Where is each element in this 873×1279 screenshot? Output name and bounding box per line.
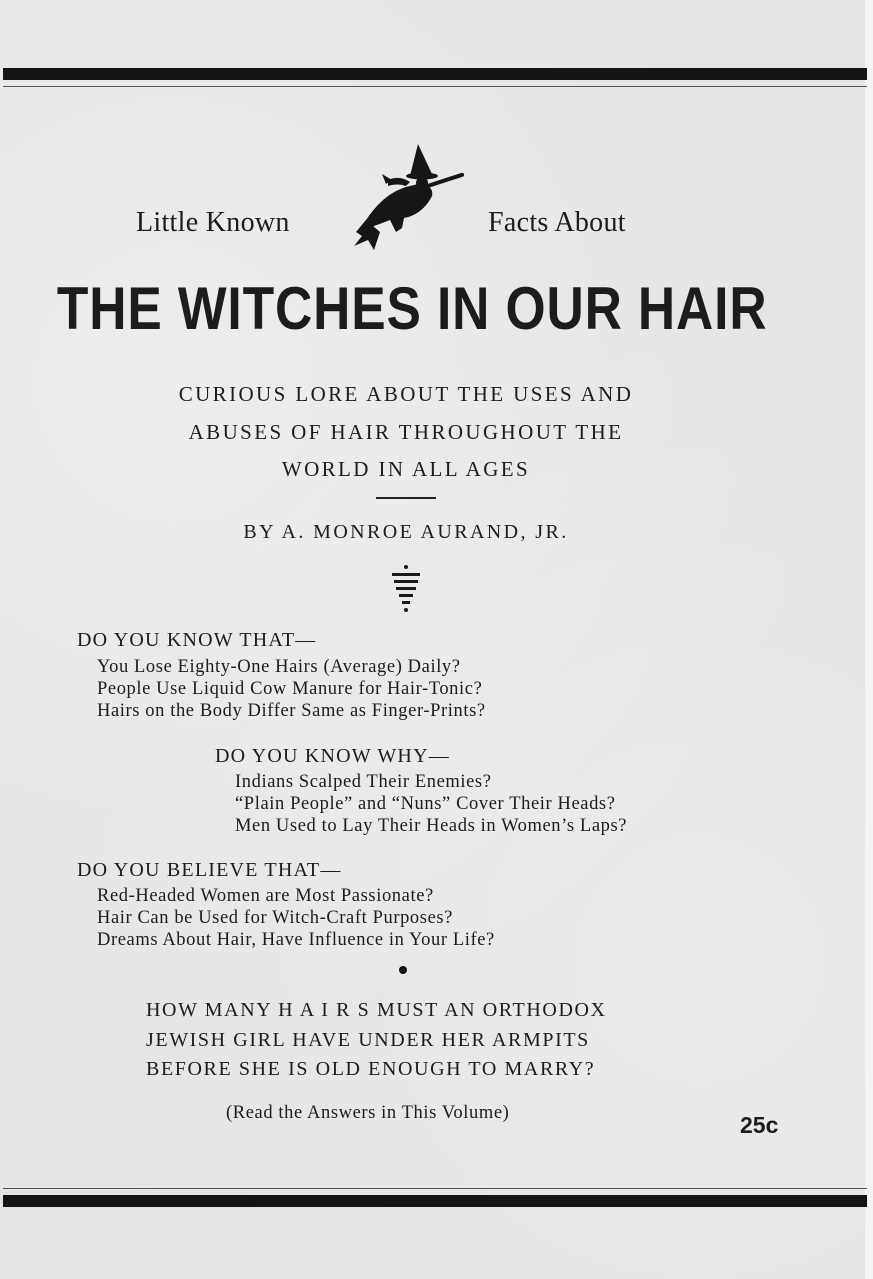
- subtitle-line-3: WORLD IN ALL AGES: [281, 457, 531, 481]
- bullet-dot: [399, 966, 407, 974]
- footer-note: (Read the Answers in This Volume): [226, 1103, 510, 1123]
- list-item: People Use Liquid Cow Manure for Hair-Tonic?: [97, 679, 483, 699]
- bottom-thick-rule: [3, 1195, 867, 1207]
- section-heading-believe-that: DO YOU BELIEVE THAT—: [77, 859, 342, 881]
- list-item: Men Used to Lay Their Heads in Women’s Laps?: [235, 816, 628, 836]
- byline: BY A. MONROE AURAND, JR.: [243, 521, 569, 543]
- final-question-line-1: HOW MANY H A I R S MUST AN ORTHODOX: [146, 999, 607, 1021]
- list-item: Indians Scalped Their Enemies?: [235, 772, 492, 792]
- page-edge: [865, 0, 873, 1279]
- subtitle-line-1: CURIOUS LORE ABOUT THE USES AND: [178, 382, 634, 406]
- final-question-line-2: JEWISH GIRL HAVE UNDER HER ARMPITS: [146, 1029, 590, 1051]
- section-heading-know-that: DO YOU KNOW THAT—: [77, 629, 317, 651]
- top-thick-rule: [3, 68, 867, 80]
- list-item: You Lose Eighty-One Hairs (Average) Daily?: [97, 657, 461, 677]
- decorative-ornament-icon: [390, 563, 422, 615]
- list-item: Hairs on the Body Differ Same as Finger-Prints?: [97, 701, 486, 721]
- price-label: 25c: [740, 1112, 779, 1138]
- section-heading-know-why: DO YOU KNOW WHY—: [215, 745, 450, 767]
- bottom-thin-rule: [3, 1188, 867, 1189]
- list-item: Hair Can be Used for Witch-Craft Purposes?: [97, 908, 453, 928]
- short-divider: [376, 497, 436, 499]
- page-title: THE WITCHES IN OUR HAIR: [56, 275, 768, 342]
- subtitle-line-2: ABUSES OF HAIR THROUGHOUT THE: [188, 420, 624, 444]
- final-question-line-3: BEFORE SHE IS OLD ENOUGH TO MARRY?: [146, 1058, 596, 1080]
- witch-on-broomstick-icon: [352, 140, 468, 254]
- list-item: Red-Headed Women are Most Passionate?: [97, 886, 434, 906]
- list-item: “Plain People” and “Nuns” Cover Their Heads?: [235, 794, 616, 814]
- top-thin-rule: [3, 86, 867, 87]
- list-item: Dreams About Hair, Have Influence in Your Life?: [97, 930, 495, 950]
- header-left-text: Little Known: [136, 207, 290, 238]
- header-right-text: Facts About: [488, 207, 626, 238]
